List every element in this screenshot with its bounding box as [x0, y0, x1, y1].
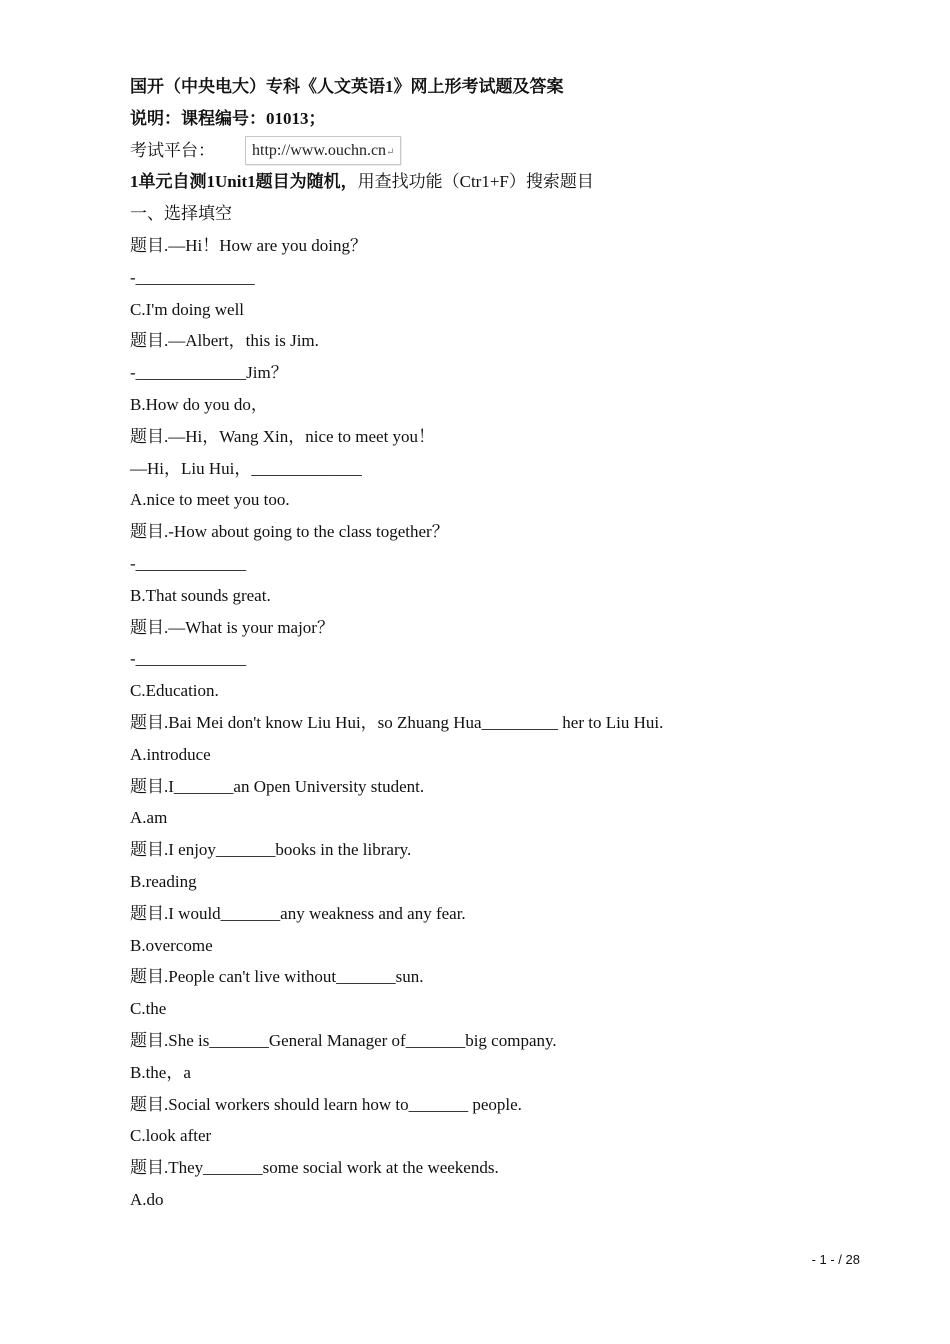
blank-line: -_____________Jim？ — [130, 363, 288, 383]
section-heading: 一、选择填空 — [130, 204, 232, 224]
answer-line: B.reading — [130, 871, 197, 891]
blank-line: —Hi，Liu Hui，_____________ — [130, 458, 362, 478]
question-list — [130, 230, 890, 1216]
question-line: 题目.People can't live without_______sun. — [130, 967, 424, 987]
question-line: 题目.-How about going to the class together？ — [130, 522, 449, 542]
page-number: - 1 - / 28 — [811, 1252, 860, 1267]
answer-line: C.Education. — [130, 681, 219, 701]
document-body — [130, 71, 890, 1216]
answer-line: C.I'm doing well — [130, 299, 245, 319]
question-line: 题目.—What is your major？ — [130, 617, 334, 637]
platform-row — [130, 135, 890, 167]
unit-heading — [130, 166, 890, 198]
answer-line: C.look after — [130, 1126, 212, 1146]
question-line: 题目.I enjoy_______books in the library. — [130, 840, 412, 860]
blank-line: -______________ — [130, 267, 255, 287]
blank-line: -_____________ — [130, 649, 247, 669]
answer-line: A.do — [130, 1189, 164, 1209]
question-line: 题目.They_______some social work at the weekends. — [130, 1158, 499, 1178]
answer-line: C.the — [130, 999, 167, 1019]
question-line: 题目.Bai Mei don't know Liu Hui，so Zhuang Hua_________ her to Liu Hui. — [130, 712, 664, 732]
question-line: 题目.I would_______any weakness and any fear. — [130, 903, 466, 923]
question-line: 题目.Social workers should learn how to_______ people. — [130, 1094, 522, 1114]
unit-heading-rest: 用查找功能（Ctr1+F）搜索题目 — [357, 172, 594, 192]
question-line: 题目.—Albert，this is Jim. — [130, 331, 319, 351]
unit-heading-bold: 1单元自测1Unit1题目为随机， — [130, 172, 358, 192]
question-line: 题目.—Hi！How are you doing？ — [130, 235, 368, 255]
question-line: 题目.She is_______General Manager of_______big company. — [130, 1030, 557, 1050]
answer-line: B.the，a — [130, 1062, 191, 1082]
answer-line: B.That sounds great. — [130, 585, 271, 605]
answer-line: B.overcome — [130, 935, 213, 955]
blank-line: -_____________ — [130, 553, 247, 573]
course-note: 说明：课程编号：01013； — [130, 108, 326, 128]
question-line: 题目.I_______an Open University student. — [130, 776, 425, 796]
platform-url: http://www.ouchn.cn — [252, 141, 387, 159]
question-line: 题目.—Hi，Wang Xin，nice to meet you！ — [130, 426, 436, 446]
answer-line: A.nice to meet you too. — [130, 490, 290, 510]
answer-line: B.How do you do， — [130, 394, 268, 414]
platform-label: 考试平台： — [130, 140, 215, 160]
return-mark-icon: ↵ — [386, 146, 395, 158]
document-title: 国开（中央电大）专科《人文英语1》网上形考试题及答案 — [130, 77, 564, 96]
answer-line: A.am — [130, 808, 168, 828]
answer-line: A.introduce — [130, 744, 211, 764]
platform-url-link[interactable] — [245, 136, 401, 165]
